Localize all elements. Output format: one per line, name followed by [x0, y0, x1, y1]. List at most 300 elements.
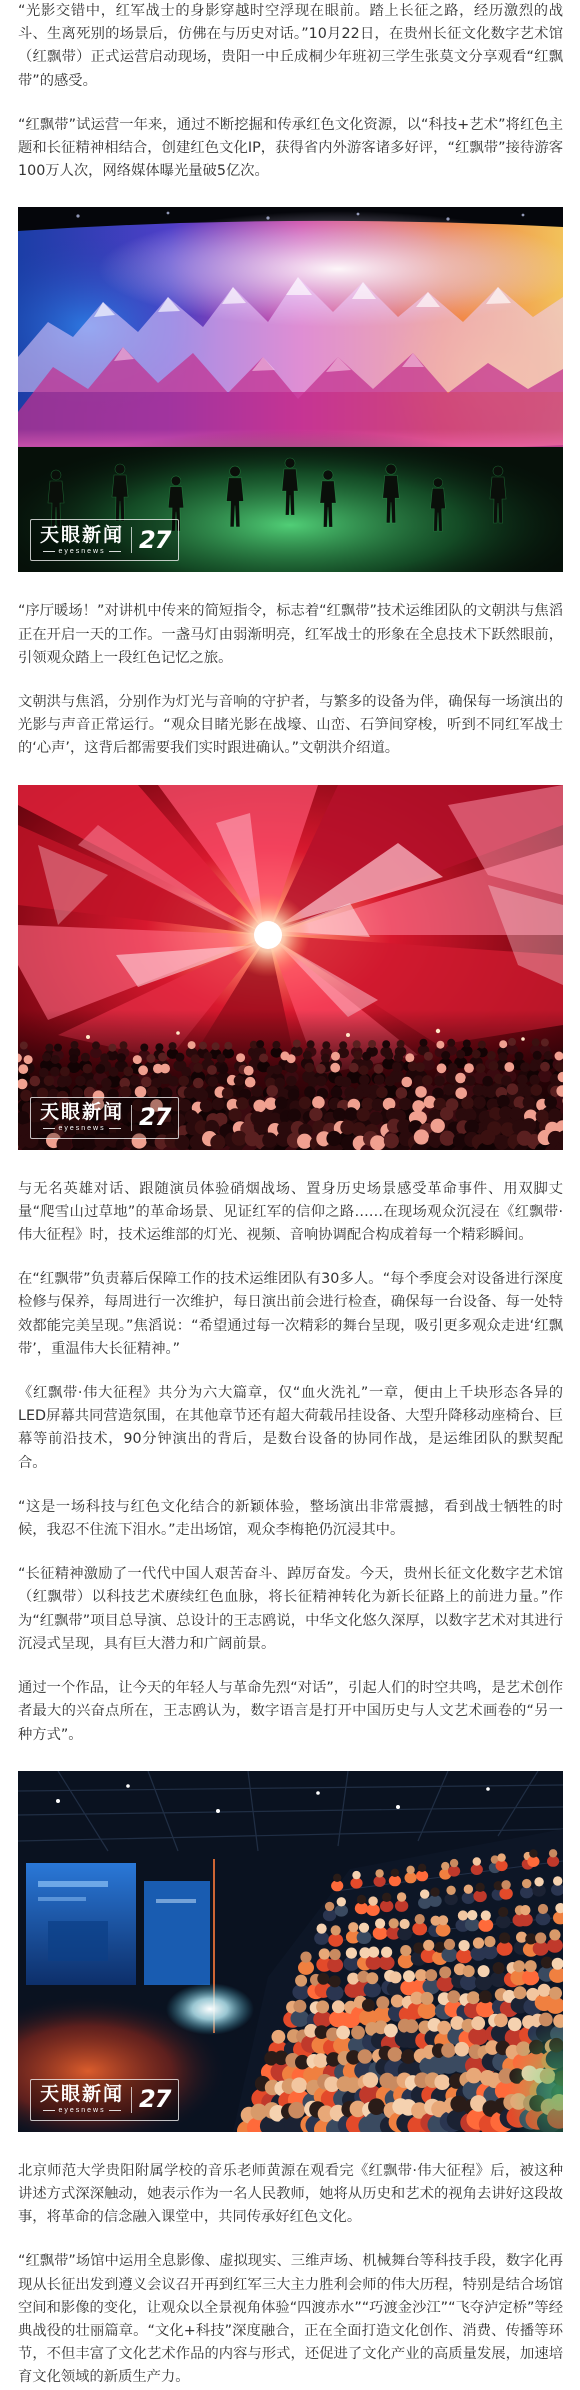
audience-member-head	[425, 1969, 437, 1981]
audience-member-body	[366, 1904, 379, 1916]
audience-member-head	[466, 2068, 482, 2084]
audience-member-head	[117, 1053, 126, 1062]
audience-member-head	[291, 2077, 307, 2093]
audience-member-head	[138, 1065, 148, 1075]
audience-member-head	[236, 1097, 249, 1110]
audience-member-head	[473, 1096, 486, 1109]
audience-member-head	[498, 1052, 507, 1061]
stage-light-spot	[166, 1983, 254, 2035]
article-paragraph: 文朝洪与焦滔，分别作为灯光与音响的守护者，与繁多的设备为伴，确保每一场演出的光影与声音正常运行。“观众目睹光影在战壕、山峦、石笋间穿梭，听到不同红军战士的‘心声’，这背后都需要我们实时跟进确认。”文朝洪介绍道。	[18, 694, 563, 757]
audience-member-head	[336, 2025, 350, 2039]
audience-member-head	[140, 1043, 148, 1051]
audience-member-head	[251, 1051, 260, 1060]
audience-member-head	[434, 2074, 450, 2090]
audience-member-head	[548, 1108, 561, 1121]
audience-member-head	[228, 1108, 241, 1121]
audience-member-head	[353, 1040, 361, 1048]
audience-member-head	[358, 2049, 373, 2064]
audience-member-head	[212, 1042, 220, 1050]
audience-member-head	[422, 1075, 433, 1086]
audience-member-head	[295, 1974, 307, 1986]
audience-member-head	[385, 1075, 396, 1086]
audience-member-head	[146, 1054, 155, 1063]
audience-member-head	[357, 1895, 366, 1904]
audience-member-head	[401, 2049, 416, 2064]
article-paragraph: “长征精神激励了一代代中国人艰苦奋斗、踔厉奋发。今天，贵州长征文化数字艺术馆（红飘带）以科技艺术赓续红色血脉，将长征精神转化为新长征路上的前进力量。”作为“红飘带”项目总导演、总设计的王志鸥说，中华文化悠久深厚，以数字艺术对其进行沉浸式呈现，具有巨大潜力和广阔前景。	[18, 1566, 563, 1652]
audience-member-head	[287, 1063, 297, 1073]
audience-member-head	[199, 1041, 207, 1049]
stage-projection-art	[18, 207, 563, 572]
audience-member-head	[18, 1064, 28, 1074]
audience-member-head	[541, 1956, 553, 1968]
audience-member-head	[108, 1043, 116, 1051]
audience-member-head	[254, 1119, 268, 1133]
watermark-brand-block	[40, 523, 125, 555]
watermark-badge: 27	[139, 2085, 171, 2114]
audience-member-head	[304, 1062, 314, 1072]
audience-member-head	[384, 1133, 399, 1148]
audience-member-head	[458, 1910, 468, 1920]
audience-member-head	[352, 1122, 366, 1136]
audience-member-head	[184, 1087, 196, 1099]
audience-member-head	[482, 1076, 493, 1087]
audience-member-head	[313, 2053, 328, 2068]
audience-member-head	[450, 1859, 458, 1867]
audience-member-head	[331, 1925, 341, 1935]
audience-member-head	[455, 2042, 470, 2057]
audience-member-head	[522, 1118, 536, 1132]
audience-member-head	[414, 1129, 429, 1144]
audience-member-head	[333, 1108, 346, 1121]
audience-member-head	[30, 1075, 41, 1086]
audience-member-head	[431, 1118, 445, 1132]
audience-member-head	[133, 1055, 142, 1064]
audience-member-head	[293, 1039, 301, 1047]
audience-member-head	[316, 2000, 329, 2013]
audience-member-head	[179, 1099, 192, 1112]
audience-member-head	[217, 1053, 226, 1062]
watermark-brand: 天眼新闻	[40, 523, 125, 546]
audience-member-head	[489, 1061, 499, 1071]
audience-member-head	[440, 1107, 453, 1120]
audience-member-head	[420, 1038, 428, 1046]
audience-member-head	[321, 1053, 330, 1062]
watermark-brand: 天眼新闻	[40, 1101, 125, 1124]
audience-member-head	[331, 1051, 340, 1060]
audience-member-head	[497, 1853, 505, 1861]
audience-member-head	[494, 2013, 508, 2027]
audience-member-head	[351, 2025, 365, 2039]
audience-member-head	[481, 1910, 491, 1920]
audience-member-head	[287, 1054, 296, 1063]
audience-member-head	[544, 1051, 553, 1060]
audience-member-head	[538, 1984, 551, 1997]
audience-member-head	[135, 1086, 147, 1098]
audience-member-head	[376, 1996, 389, 2009]
watermark-divider	[131, 1105, 132, 1131]
red-crystal-installation-photo[interactable]	[18, 785, 563, 1150]
audience-member-head	[362, 1999, 375, 2012]
audience-member-head	[181, 1066, 191, 1076]
audience-member-head	[391, 1868, 399, 1876]
audience-member-head	[494, 1134, 509, 1149]
audience-member-head	[529, 1849, 537, 1857]
audience-member-head	[406, 1865, 414, 1873]
audience-member-head	[384, 1050, 393, 1059]
audience-member-head	[326, 1131, 341, 1146]
audience-member-head	[375, 1918, 385, 1928]
audience-member-head	[368, 1946, 379, 1957]
audience-member-head	[382, 1040, 390, 1048]
audience-member-head	[480, 1129, 495, 1144]
theater-audience-art	[18, 1771, 563, 2132]
audience-member-head	[402, 1076, 413, 1087]
audience-member-head	[57, 1077, 68, 1088]
audience-member-head	[219, 1064, 229, 1074]
audience-member-head	[155, 1043, 163, 1051]
audience-member-head	[397, 1892, 406, 1901]
article-paragraph: 通过一个作品，让今天的年轻人与革命先烈“对话”，引起人们的时空共鸣，是艺术创作者最大的兴奋点所在，王志鸥认为，数字语言是打开中国历史与人文艺术画卷的“另一种方式”。	[18, 1680, 563, 1743]
audience-member-head	[430, 1887, 439, 1896]
audience-member-head	[549, 1849, 557, 1857]
audience-member-head	[304, 1086, 316, 1098]
audience-member-head	[397, 1040, 405, 1048]
audience-member-head	[332, 2000, 345, 2013]
mountain-projection-stage-photo[interactable]	[18, 207, 563, 572]
audience-member-head	[465, 1075, 476, 1086]
audience-member-head	[522, 1879, 531, 1888]
audience-member-head	[208, 1076, 219, 1087]
audience-member-head	[420, 1889, 429, 1898]
audience-member-head	[510, 1107, 523, 1120]
audience-member-head	[307, 1040, 315, 1048]
audience-member-head	[508, 1038, 516, 1046]
audience-member-head	[234, 1075, 245, 1086]
audience-member-head	[109, 1067, 119, 1077]
audience-member-head	[487, 1051, 496, 1060]
audience-member-head	[316, 1064, 326, 1074]
audience-member-head	[337, 1897, 346, 1906]
audience-member-head	[45, 1043, 53, 1051]
watermark-divider	[131, 2087, 132, 2113]
audience-member-head	[359, 1065, 369, 1075]
news-article	[18, 0, 563, 2390]
audience-member-head	[224, 1041, 232, 1049]
audience-member-head	[352, 1871, 360, 1879]
audience-member-head	[69, 1054, 78, 1063]
watermark-sub: eyesnews	[43, 1125, 120, 1132]
audience-member-head	[444, 1939, 455, 1950]
audience-member-head	[309, 1107, 322, 1120]
audience-member-head	[197, 1089, 209, 1101]
watermark-divider	[131, 527, 132, 553]
audience-member-head	[531, 1084, 543, 1096]
audience-member-head	[529, 1061, 539, 1071]
audience-member-head	[322, 1041, 330, 1049]
audience-member-head	[160, 1063, 170, 1073]
audience-member-head	[418, 1863, 426, 1871]
audience-member-head	[357, 1108, 370, 1121]
audience-member-head	[448, 1063, 458, 1073]
audience-member-head	[50, 1066, 60, 1076]
audience-member-head	[399, 1097, 412, 1110]
audience-member-head	[467, 1991, 480, 2004]
audience-member-head	[368, 1040, 376, 1048]
audience-member-head	[92, 1041, 100, 1049]
audience-member-head	[95, 1064, 105, 1074]
audience-member-head	[210, 1134, 225, 1149]
audience-member-head	[123, 1066, 133, 1076]
audience-member-head	[346, 1947, 357, 1958]
audience-member-head	[514, 1986, 527, 1999]
audience-member-head	[330, 1062, 340, 1072]
audience-member-head	[441, 2043, 456, 2058]
audience-member-head	[315, 2025, 329, 2039]
audience-member-head	[24, 1055, 33, 1064]
audience-member-head	[421, 1992, 434, 2005]
audience-member-head	[232, 1130, 247, 1145]
audience-member-head	[256, 1040, 264, 1048]
audience-member-head	[54, 1043, 62, 1051]
audience-member-head	[473, 1084, 485, 1096]
audience-member-head	[392, 1062, 402, 1072]
audience-member-head	[498, 1907, 508, 1917]
audience-member-head	[362, 1051, 371, 1060]
audience-member-head	[299, 1096, 312, 1109]
audience-member-head	[504, 1062, 514, 1072]
audience-member-head	[508, 2017, 522, 2031]
audience-member-head	[473, 1937, 484, 1948]
audience-member-head	[259, 1053, 268, 1062]
audience-member-head	[188, 1041, 196, 1049]
audience-member-head	[549, 1986, 562, 1999]
audience-member-head	[368, 1896, 377, 1905]
audience-member-head	[485, 1086, 497, 1098]
audience-member-head	[369, 1111, 382, 1124]
audience-member-head	[493, 1962, 505, 1974]
article-paragraph: 《红飘带·伟大征程》共分为六大篇章，仅“血火洗礼”一章，便由上千块形态各异的LED屏幕共同营造氛围，在其他章节还有超大荷载吊挂设备、大型升降移动座椅台、巨幕等前沿技术，90分钟演出的背后，是数台设备的协同作战，是运维团队的默契配合。	[18, 1385, 563, 1471]
audience-member-head	[297, 1133, 312, 1148]
eyesnews-watermark	[30, 2079, 179, 2121]
audience-member-head	[434, 1075, 445, 1086]
audience-member-head	[525, 1933, 536, 1944]
article-paragraph: 在“红飘带”负责幕后保障工作的技术运维团队有30多人。“每个季度会对设备进行深度检修与保养，每周进行一次维护，每日演出前会进行检查，确保每一台设备、每一处特效都能完美呈现。”焦滔说：“希望通过每一次精彩的舞台呈现，吸引更多观众走进‘红飘带’，重温伟大长征精神。”	[18, 1271, 563, 1357]
audience-member-head	[244, 1065, 254, 1075]
audience-member-head	[319, 1948, 330, 1959]
audience-member-head	[288, 1108, 301, 1121]
audience-member-head	[441, 1051, 450, 1060]
audience-member-head	[262, 1132, 277, 1147]
eyesnews-watermark	[30, 1097, 179, 1139]
audience-member-head	[479, 1990, 492, 2003]
audience-member-head	[437, 1063, 447, 1073]
audience-member-head	[325, 1901, 334, 1910]
audience-member-head	[381, 1946, 392, 1957]
audience-member-head	[300, 1951, 311, 1962]
audience-member-head	[390, 1971, 402, 1983]
audience-member-head	[517, 1074, 528, 1085]
audience-member-head	[288, 2102, 305, 2119]
audience-member-head	[317, 1972, 329, 1984]
audience-member-head	[467, 1910, 477, 1920]
audience-member-head	[75, 1075, 86, 1086]
audience-member-head	[366, 1972, 378, 1984]
audience-member-head	[83, 1063, 93, 1073]
audience-member-head	[339, 1041, 347, 1049]
audience-member-head	[520, 1062, 530, 1072]
audience-member-head	[424, 1051, 433, 1060]
audience-member-head	[476, 1063, 486, 1073]
audience-member-head	[341, 1077, 352, 1088]
audience-member-head	[438, 1915, 448, 1925]
audience-member-head	[443, 1084, 455, 1096]
audience-member-head	[20, 1041, 28, 1049]
audience-member-head	[440, 1130, 455, 1145]
audience-member-head	[464, 1063, 474, 1073]
audience-member-head	[60, 1066, 70, 1076]
audience-member-body	[323, 1909, 336, 1921]
audience-member-head	[81, 1052, 90, 1061]
audience-member-head	[441, 1862, 449, 1870]
audience-member-head	[345, 1107, 358, 1120]
audience-member-head	[51, 1055, 60, 1064]
watermark-badge: 27	[139, 525, 171, 554]
audience-member-head	[382, 1892, 391, 1901]
audience-member-head	[158, 1052, 167, 1061]
audience-member-head	[439, 1966, 451, 1978]
audience-member-head	[400, 1945, 411, 1956]
audience-member-head	[501, 1880, 510, 1889]
red-crystal-art	[18, 785, 563, 1150]
audience-member-head	[396, 1087, 408, 1099]
audience-member-head	[168, 1076, 179, 1087]
audience-member-head	[455, 1072, 466, 1083]
audience-member-head	[415, 1062, 425, 1072]
audience-member-head	[120, 1086, 132, 1098]
audience-member-head	[372, 1098, 385, 1111]
audience-member-head	[523, 1096, 536, 1109]
audience-member-head	[423, 1939, 434, 1950]
audience-member-head	[403, 1970, 415, 1982]
audience-member-head	[303, 1050, 312, 1059]
audience-member-head	[317, 1923, 327, 1933]
audience-member-head	[471, 2016, 485, 2030]
audience-member-head	[375, 1869, 383, 1877]
audience-member-head	[272, 2030, 286, 2044]
audience-member-head	[461, 1096, 474, 1109]
audience-member-head	[464, 1884, 473, 1893]
audience-member-head	[541, 1038, 549, 1046]
audience-member-head	[266, 1085, 278, 1097]
audience-member-head	[533, 1050, 542, 1059]
audience-member-head	[352, 1088, 364, 1100]
audience-member-head	[447, 1990, 460, 2003]
audience-member-head	[370, 1135, 385, 1150]
audience-member-head	[349, 1062, 359, 1072]
audience-member-head	[169, 1042, 177, 1050]
audience-member-head	[436, 1040, 444, 1048]
watermark-sub: eyesnews	[43, 548, 120, 555]
audience-member-head	[475, 1882, 484, 1891]
audience-member-head	[312, 1096, 325, 1109]
audience-member-head	[447, 1038, 455, 1046]
audience-member-head	[100, 1053, 109, 1062]
audience-member-head	[405, 1053, 414, 1062]
audience-member-head	[540, 1061, 550, 1071]
audience-member-head	[473, 1857, 481, 1865]
article-paragraph: “光影交错中，红军战士的身影穿越时空浮现在眼前。踏上长征之路，经历激烈的战斗、生离死别的场景后，仿佛在与历史对话。”10月22日，在贵州长征文化数字艺术馆（红飘带）正式运营启动现场，贵阳一中丘成桐少年班初三学生张莫文分享观看“红飘带”的感受。	[18, 3, 563, 89]
audience-member-head	[368, 2098, 385, 2115]
audience-member-head	[191, 1054, 200, 1063]
article-paragraph: “红飘带”试运营一年来，通过不断挖掘和传承红色文化资源，以“科技+艺术”将红色主题和长征精神相结合，创建红色文化IP，获得省内外游客诸多好评，“红飘带”接待游客100万人次，网络媒体曝光量破5亿次。	[18, 116, 563, 180]
audience-member-head	[212, 1097, 225, 1110]
audience-member-head	[275, 1077, 286, 1088]
audience-member-head	[374, 1064, 384, 1074]
audience-member-head	[415, 1086, 427, 1098]
audience-member-head	[394, 1053, 403, 1062]
audience-member-head	[236, 1053, 245, 1062]
audience-member-head	[288, 1088, 300, 1100]
audience-member-head	[400, 1919, 410, 1929]
audience-member-head	[175, 1052, 184, 1061]
audience-member-head	[520, 1905, 530, 1915]
audience-member-head	[203, 1052, 212, 1061]
audience-member-head	[544, 1096, 557, 1109]
watermark-badge: 27	[139, 1103, 171, 1132]
audience-member-head	[388, 2047, 403, 2062]
audience-member-head	[549, 1929, 560, 1940]
audience-member-head	[179, 1075, 190, 1086]
audience-member-head	[472, 1049, 481, 1058]
audience-member-head	[200, 1099, 213, 1112]
theater-audience-photo[interactable]	[18, 1771, 563, 2132]
audience-member-head	[141, 1076, 152, 1087]
audience-member-head	[374, 1074, 385, 1085]
audience-member-head	[534, 1877, 543, 1886]
audience-member-head	[446, 1885, 455, 1894]
audience-member-head	[331, 1086, 343, 1098]
audience-member-head	[193, 1077, 204, 1088]
audience-member-head	[251, 1085, 263, 1097]
audience-member-head	[459, 1940, 470, 1951]
audience-member-head	[272, 1041, 280, 1049]
audience-member-head	[130, 1075, 141, 1086]
audience-member-head	[222, 1087, 234, 1099]
audience-member-head	[463, 1965, 475, 1977]
audience-member-head	[329, 1975, 341, 1987]
eyesnews-watermark	[30, 519, 179, 561]
audience-member-head	[405, 2019, 419, 2033]
audience-member-head	[273, 1064, 283, 1074]
audience-member-head	[535, 1932, 546, 1943]
watermark-brand: 天眼新闻	[40, 2083, 125, 2106]
audience-member-head	[376, 1086, 388, 1098]
audience-member-head	[363, 2072, 379, 2088]
audience-member-head	[538, 1904, 548, 1914]
watermark-brand-block	[40, 1103, 124, 1132]
audience-member-head	[245, 1077, 256, 1088]
audience-member-head	[207, 1065, 217, 1075]
article-paragraph: 与无名英雄对话、跟随演员体验硝烟战场、置身历史场景感受革命事件、用双脚丈量“爬雪山过草地”的革命场景、见证红军的信仰之路……在现场观众沉浸在《红飘带·伟大征程》时，技术运维部的灯光、视频、音响协调配合构成着每一个精彩瞬间。	[18, 1180, 563, 1244]
audience-member-head	[499, 1932, 510, 1943]
audience-member-head	[359, 1074, 370, 1085]
audience-member-head	[71, 1041, 79, 1049]
watermark-sub: eyesnews	[43, 2107, 120, 2114]
stage-screens	[26, 1863, 210, 1985]
audience-member-head	[333, 1873, 341, 1881]
article-paragraph: 北京师范大学贵阳附属学校的音乐老师黄源在观看完《红飘带·伟大征程》后，被这种讲述方式深深触动，她表示作为一名人民教师，她将从历史和艺术的视角去讲好这段故事，将革命的信念融入课堂中，共同传承好红色文化。	[18, 2162, 563, 2226]
audience-member-head	[553, 1876, 562, 1885]
